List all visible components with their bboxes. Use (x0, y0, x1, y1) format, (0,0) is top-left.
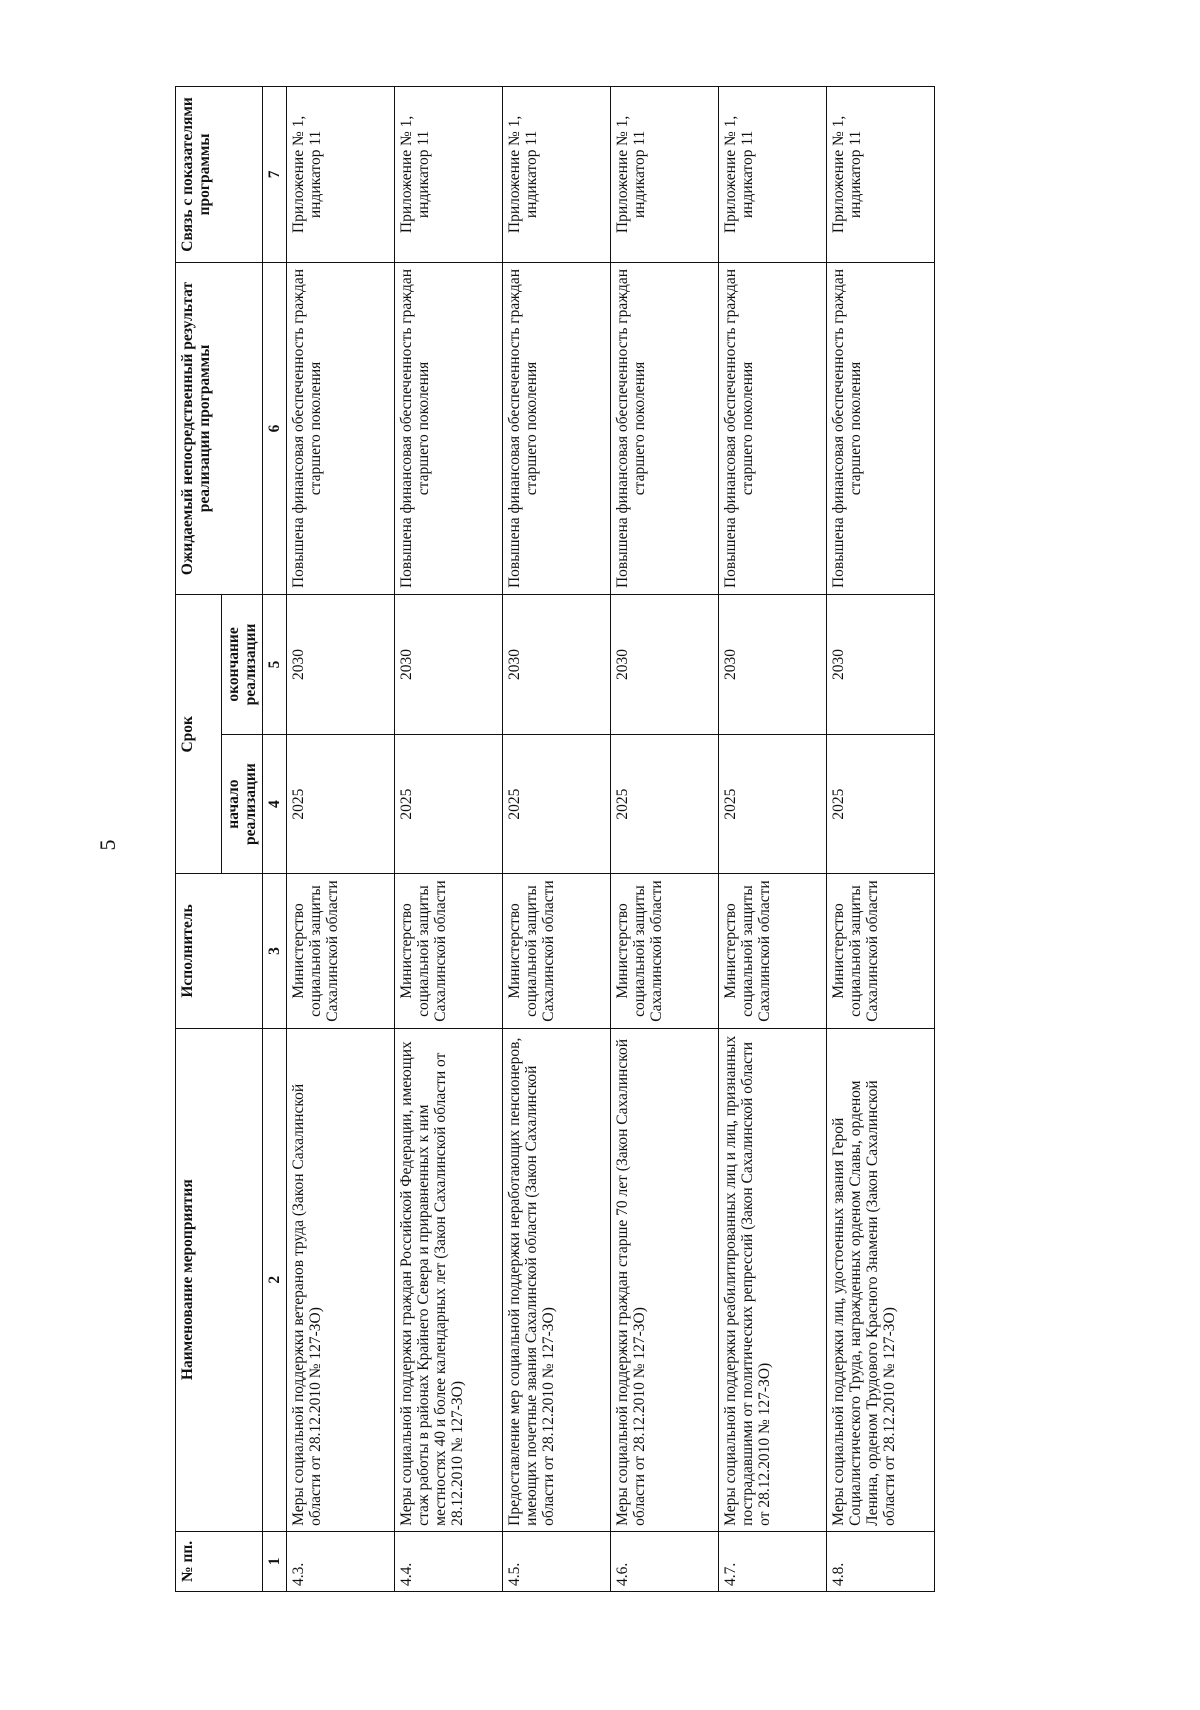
executor: Министерство социальной защиты Сахалинской области (395, 874, 503, 1028)
header-exec: Исполнитель (176, 874, 263, 1028)
header-num: № пп. (176, 1531, 263, 1591)
row-number: 4.4. (395, 1531, 503, 1591)
column-number-row (263, 87, 287, 1592)
indicator-link: Приложение № 1, индикатор 11 (611, 87, 719, 263)
table-row (287, 87, 395, 1592)
executor: Министерство социальной защиты Сахалинской области (287, 874, 395, 1028)
expected-result: Повышена финансовая обеспеченность граждан старшего поколения (503, 262, 611, 594)
row-number: 4.5. (503, 1531, 611, 1591)
start-year: 2025 (395, 734, 503, 874)
end-year: 2030 (827, 595, 935, 735)
end-year: 2030 (719, 595, 827, 735)
column-number: 2 (263, 1028, 287, 1531)
row-number: 4.3. (287, 1531, 395, 1591)
measure-name: Меры социальной поддержки граждан Российской Федерации, имеющих стаж работы в районах Крайнего Севера и приравненных к ним местностях 40 и более календарных лет (Закон Сахалинской области от 28.12.2010 № 127-ЗО) (395, 1028, 503, 1531)
table-row (503, 87, 611, 1592)
executor: Министерство социальной защиты Сахалинской области (719, 874, 827, 1028)
expected-result: Повышена финансовая обеспеченность граждан старшего поколения (611, 262, 719, 594)
indicator-link: Приложение № 1, индикатор 11 (719, 87, 827, 263)
start-year: 2025 (611, 734, 719, 874)
table-row (395, 87, 503, 1592)
measure-name: Предоставление мер социальной поддержки неработающих пенсионеров, имеющих почетные звания Сахалинской области (Закон Сахалинской области от 28.12.2010 № 127-ЗО) (503, 1028, 611, 1531)
header-link: Связь с показателями программы (176, 87, 263, 263)
row-number: 4.8. (827, 1531, 935, 1591)
column-number: 5 (263, 595, 287, 735)
expected-result: Повышена финансовая обеспеченность граждан старшего поколения (287, 262, 395, 594)
header-end: окончание реализации (222, 595, 263, 735)
measure-name: Меры социальной поддержки реабилитированных лиц и лиц, признанных пострадавшими от политических репрессий (Закон Сахалинской области от 28.12.2010 № 127-ЗО) (719, 1028, 827, 1531)
end-year: 2030 (287, 595, 395, 735)
header-term: Срок (176, 595, 222, 874)
table-row (827, 87, 935, 1592)
indicator-link: Приложение № 1, индикатор 11 (827, 87, 935, 263)
indicator-link: Приложение № 1, индикатор 11 (395, 87, 503, 263)
column-number: 1 (263, 1531, 287, 1591)
row-number: 4.7. (719, 1531, 827, 1591)
rotated-table-sheet (175, 86, 925, 1592)
measure-name: Меры социальной поддержки граждан старше 70 лет (Закон Сахалинской области от 28.12.2010 № 127-ЗО) (611, 1028, 719, 1531)
table-row (611, 87, 719, 1592)
indicator-link: Приложение № 1, индикатор 11 (287, 87, 395, 263)
indicator-link: Приложение № 1, индикатор 11 (503, 87, 611, 263)
start-year: 2025 (287, 734, 395, 874)
start-year: 2025 (827, 734, 935, 874)
expected-result: Повышена финансовая обеспеченность граждан старшего поколения (395, 262, 503, 594)
column-number: 7 (263, 87, 287, 263)
executor: Министерство социальной защиты Сахалинской области (503, 874, 611, 1028)
measure-name: Меры социальной поддержки ветеранов труда (Закон Сахалинской области от 28.12.2010 № 127-ЗО) (287, 1028, 395, 1531)
expected-result: Повышена финансовая обеспеченность граждан старшего поколения (827, 262, 935, 594)
page-number: 5 (95, 839, 120, 851)
column-number: 3 (263, 874, 287, 1028)
measures-table (175, 86, 935, 1592)
end-year: 2030 (503, 595, 611, 735)
executor: Министерство социальной защиты Сахалинской области (827, 874, 935, 1028)
column-number: 6 (263, 262, 287, 594)
expected-result: Повышена финансовая обеспеченность граждан старшего поколения (719, 262, 827, 594)
row-number: 4.6. (611, 1531, 719, 1591)
column-number: 4 (263, 734, 287, 874)
start-year: 2025 (503, 734, 611, 874)
header-row (176, 87, 222, 1592)
start-year: 2025 (719, 734, 827, 874)
header-start: начало реализации (222, 734, 263, 874)
header-name: Наименование мероприятия (176, 1028, 263, 1531)
end-year: 2030 (611, 595, 719, 735)
header-result: Ожидаемый непосредственный результат реализации программы (176, 262, 263, 594)
table-row (719, 87, 827, 1592)
executor: Министерство социальной защиты Сахалинской области (611, 874, 719, 1028)
end-year: 2030 (395, 595, 503, 735)
measure-name: Меры социальной поддержки лиц, удостоенных звания Герой Социалистического Труда, награжденных орденом Славы, орденом Ленина, орденом Трудового Красного Знамени (Закон Сахалинской области от 28.12.2010 № 127-ЗО) (827, 1028, 935, 1531)
table-rotation-wrapper (175, 86, 925, 1592)
